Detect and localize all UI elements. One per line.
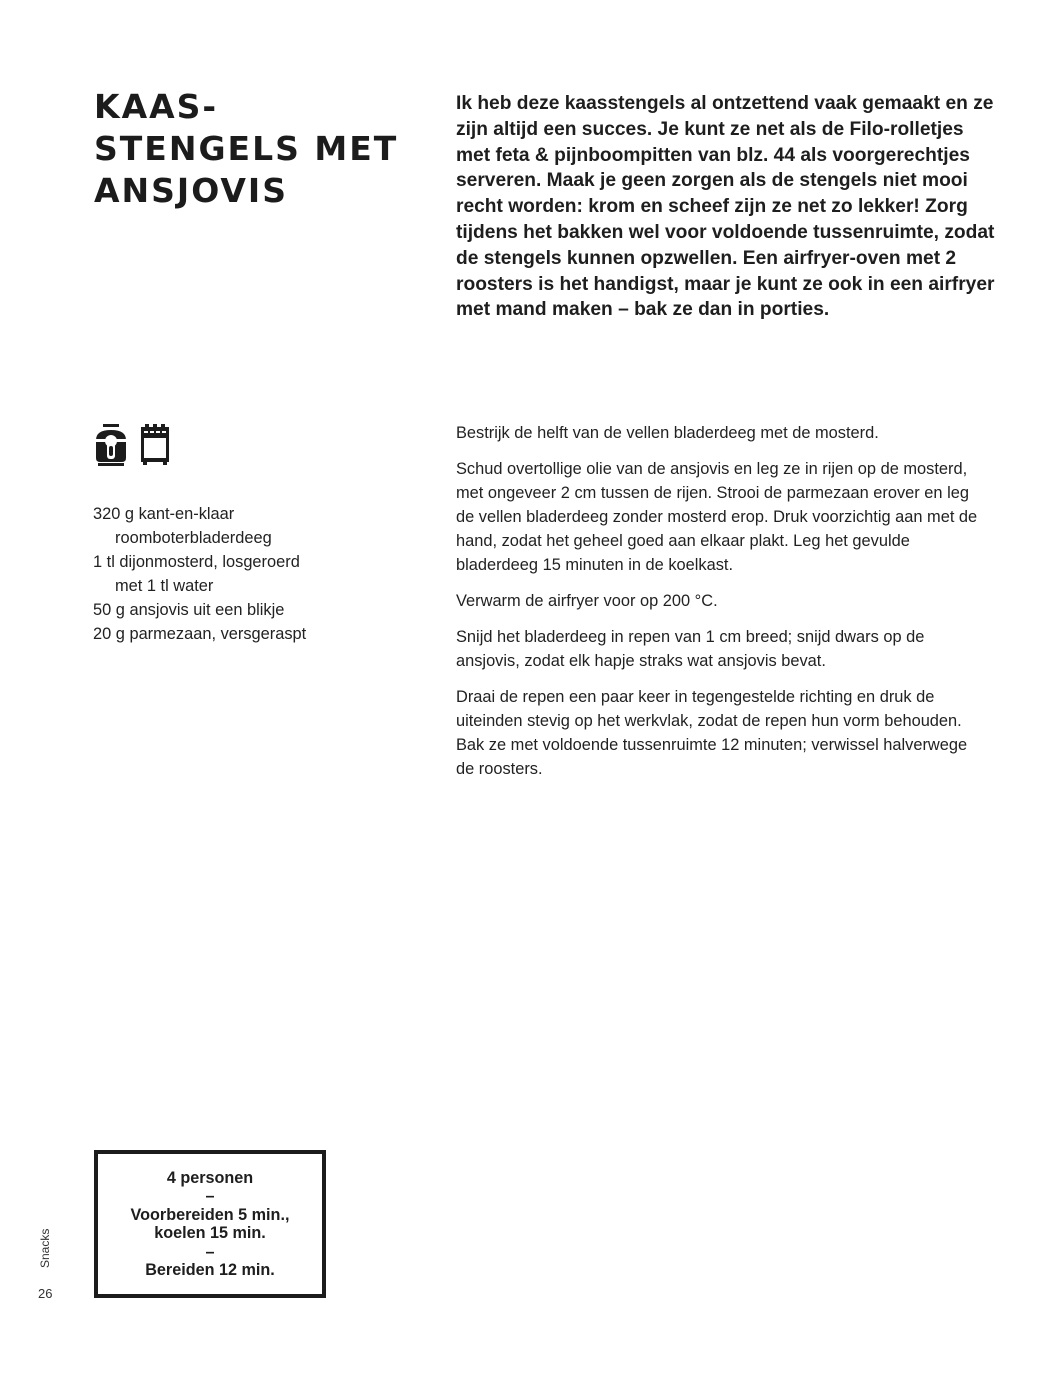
ingredient-continuation: roomboterbladerdeeg: [115, 529, 272, 547]
ingredient-item: [93, 598, 306, 622]
preparation-steps: [456, 421, 986, 793]
ingredient-item: [93, 622, 306, 646]
separator: –: [205, 1242, 215, 1261]
recipe-info-box: [94, 1150, 326, 1298]
recipe-title-line: KAAS-: [94, 87, 219, 126]
page-number: 26: [38, 1286, 53, 1301]
appliance-icons: [93, 424, 169, 466]
recipe-intro: Ik heb deze kaasstengels al ontzettend vaak gemaakt en ze zijn altijd een succes. Je kunt ze net als de Filo-rolletjes met feta & pijnboompitten van blz. 44 als voorgerechtjes serveren. Maak je geen zorgen als de stengels niet mooi recht worden: krom en scheef zijn ze net zo lekker! Zorg tijdens het bakken wel voor voldoende tussenruimte, zodat de stengels kunnen opzwellen. Een airfryer-oven met 2 roosters is het handigst, maar je kunt ze ook in een airfryer met mand maken – bak ze dan in porties.: [456, 93, 995, 321]
ingredient-text: 320 g kant-en-klaar: [93, 505, 235, 523]
ingredient-text: 20 g parmezaan, versgeraspt: [93, 625, 307, 643]
step-paragraph: Snijd het bladerdeeg in repen van 1 cm breed; snijd dwars op de ansjovis, zodat elk hapje straks wat ansjovis bevat.: [456, 628, 925, 670]
recipe-title-line: ANSJOVIS: [94, 171, 288, 210]
recipe-title: [94, 86, 398, 212]
servings: 4 personen: [166, 1168, 254, 1187]
separator: –: [205, 1187, 215, 1205]
step-paragraph: Draai de repen een paar keer in tegengestelde richting en druk de uiteinden stevig op het werkvlak, zodat de repen hun vorm behouden. Bak ze met voldoende tussenruimte 12 minuten; verwissel halverwege de roosters.: [456, 688, 968, 778]
ingredient-text: 50 g ansjovis uit een blikje: [93, 601, 285, 619]
step-paragraph: Bestrijk de helft van de vellen bladerdeeg met de mosterd.: [456, 424, 879, 442]
chill-time: koelen 15 min.: [154, 1224, 266, 1242]
section-label: Snacks: [38, 1228, 52, 1268]
cook-time: Bereiden 12 min.: [145, 1261, 275, 1279]
step-paragraph: Verwarm de airfryer voor op 200 °C.: [456, 592, 718, 610]
ingredient-text: 1 tl dijonmosterd, losgeroerd: [93, 553, 300, 571]
ingredient-item: [93, 502, 306, 550]
airfryer-icon: [93, 424, 129, 466]
ingredients-list: [93, 502, 306, 646]
prep-time: Voorbereiden 5 min.,: [130, 1205, 290, 1224]
recipe-title-line: STENGELS MET: [94, 129, 399, 168]
step-paragraph: Schud overtollige olie van de ansjovis en leg ze in rijen op de mosterd, met ongeveer 2 cm tussen de rijen. Strooi de parmezaan erover en leg de vellen bladerdeeg zonder mosterd erop. Druk voorzichtig aan met de hand, zodat het geheel goed aan elkaar plakt. Leg het gevulde bladerdeeg 15 minuten in de koelkast.: [456, 460, 978, 574]
ingredient-item: [93, 550, 306, 598]
oven-icon: [141, 424, 169, 466]
ingredient-continuation: met 1 tl water: [115, 577, 214, 595]
